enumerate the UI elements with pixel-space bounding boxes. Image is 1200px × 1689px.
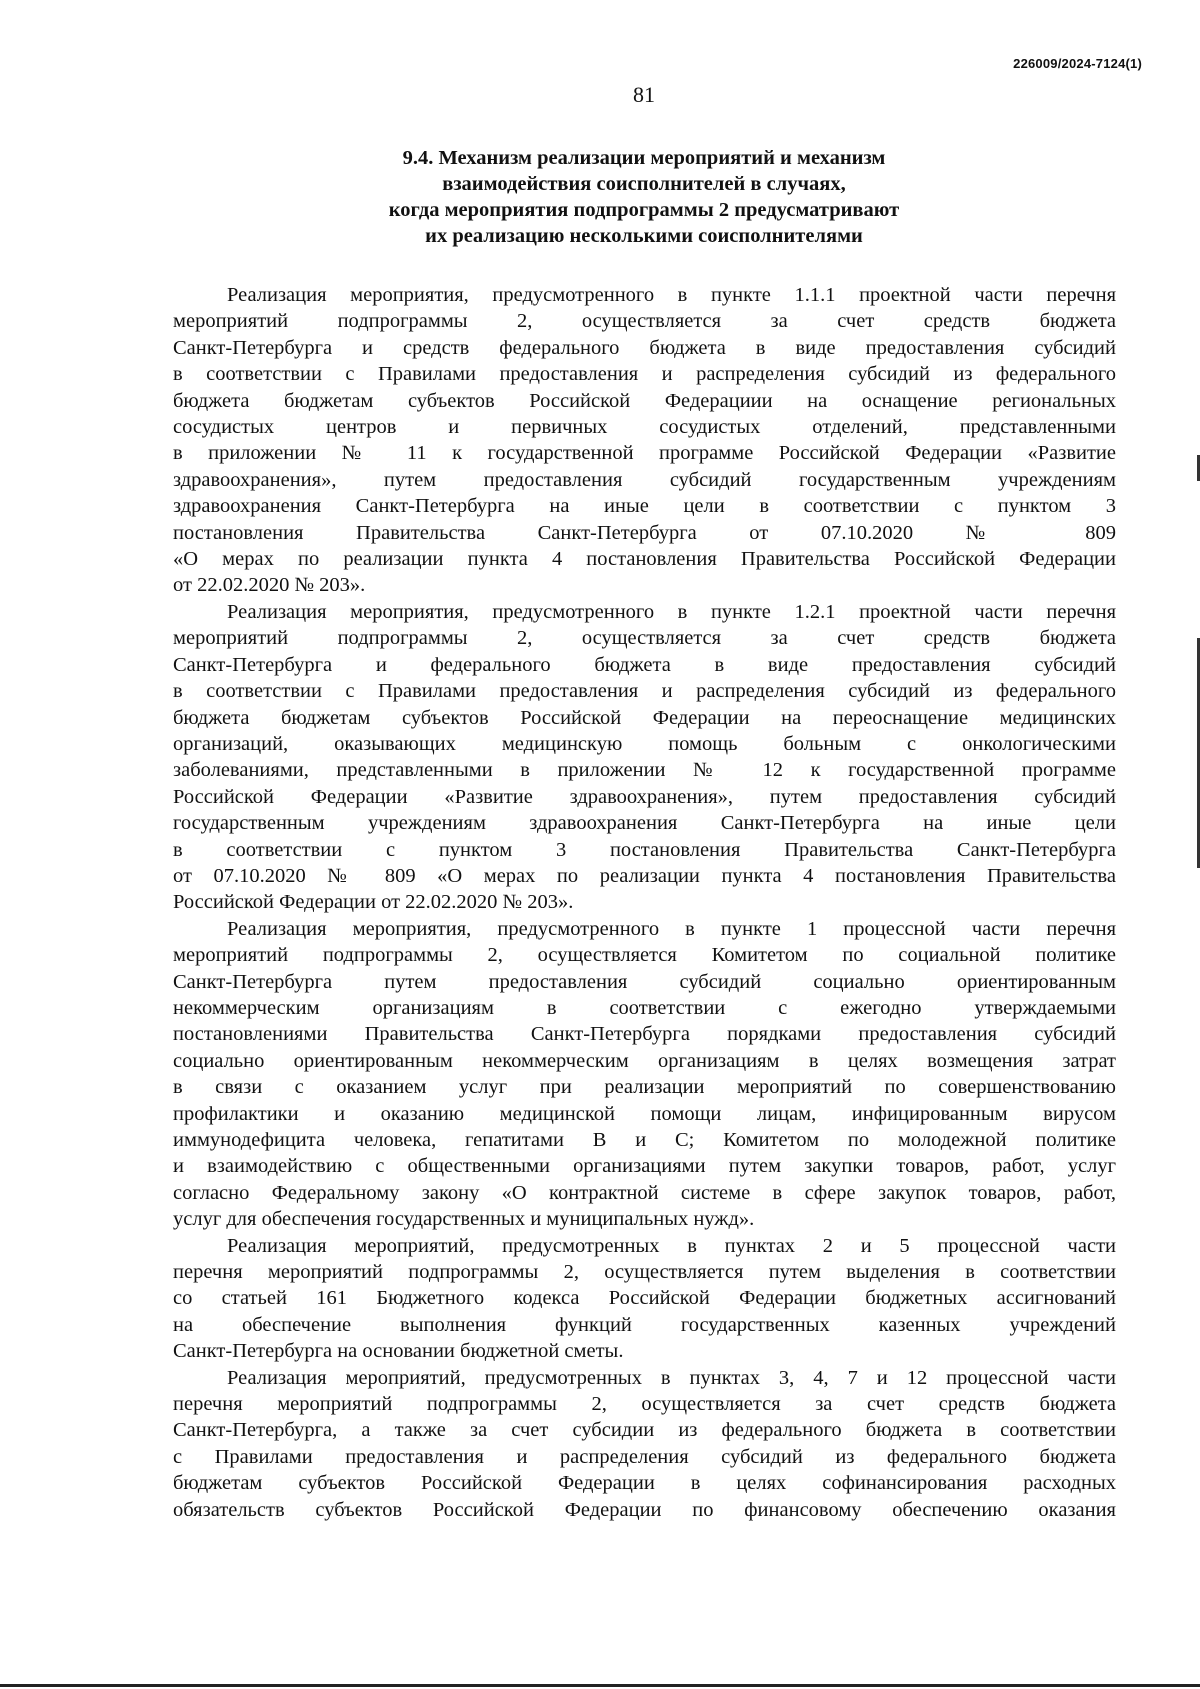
document-body — [173, 282, 1116, 1523]
paragraph-line: постановления Правительства Санкт-Петербурга от 07.10.2020 № 809 — [173, 521, 1116, 544]
section-heading-line: взаимодействия соисполнителей в случаях, — [442, 173, 846, 195]
paragraph-line: от 22.02.2020 № 203». — [173, 574, 366, 597]
paragraph-line: услуг для обеспечения государственных и муниципальных нужд». — [173, 1208, 755, 1231]
paragraph-line: согласно Федеральному закону «О контрактной системе в сфере закупок товаров, работ, — [173, 1181, 1116, 1204]
paragraph-line: мероприятий подпрограммы 2, осуществляется за счет средств бюджета — [173, 310, 1116, 333]
paragraph-line: в соответствии с пунктом 3 постановления Правительства Санкт-Петербурга — [173, 838, 1116, 861]
paragraph-line: перечня мероприятий подпрограммы 2, осуществляется за счет средств бюджета — [173, 1393, 1116, 1416]
paragraph-line: Российской Федерации от 22.02.2020 № 203». — [173, 891, 574, 914]
paragraph-line: сосудистых центров и первичных сосудистых отделений, представленными — [173, 416, 1116, 439]
paragraph-line: Санкт-Петербурга и средств федерального бюджета в виде предоставления субсидий — [173, 336, 1116, 359]
paragraph — [173, 916, 1116, 1233]
paragraph-line: в приложении № 11 к государственной программе Российской Федерации «Развитие — [173, 442, 1116, 465]
paragraph-line: в связи с оказанием услуг при реализации мероприятий по совершенствованию — [173, 1076, 1116, 1099]
paragraph-line: Реализация мероприятия, предусмотренного в пункте 1.1.1 проектной части перечня — [227, 284, 1116, 306]
paragraph-line: Реализация мероприятия, предусмотренного в пункте 1 процессной части перечня — [227, 917, 1116, 940]
section-heading — [172, 145, 1116, 249]
paragraph-line: бюджета бюджетам субъектов Российской Федерации на переоснащение медицинских — [173, 706, 1116, 729]
paragraph-line: постановлениями Правительства Санкт-Петербурга порядками предоставления субсидий — [173, 1023, 1116, 1046]
paragraph-line: Реализация мероприятия, предусмотренного в пункте 1.2.1 проектной части перечня — [227, 600, 1116, 623]
paragraph-line: мероприятий подпрограммы 2, осуществляется за счет средств бюджета — [173, 627, 1116, 650]
paragraph — [173, 1365, 1116, 1523]
section-heading-line: их реализацию несколькими соисполнителями — [425, 225, 863, 247]
paragraph-line: «О мерах по реализации пункта 4 постановления Правительства Российской Федерации — [173, 548, 1116, 571]
paragraph-line: и взаимодействию с общественными организациями путем закупки товаров, работ, услуг — [173, 1155, 1116, 1178]
section-heading-line: 9.4. Механизм реализации мероприятий и механизм — [402, 147, 886, 169]
paragraph-line: обязательств субъектов Российской Федерации по финансовому обеспечению оказания — [173, 1498, 1116, 1521]
paragraph-line: бюджета бюджетам субъектов Российской Федерациии на оснащение региональных — [173, 389, 1116, 412]
paragraph-line: государственным учреждениям здравоохранения Санкт-Петербурга на иные цели — [173, 812, 1116, 835]
paragraph — [173, 1233, 1116, 1365]
page-number: 81 — [633, 82, 655, 107]
paragraph-line: организаций, оказывающих медицинскую помощь больным с онкологическими — [173, 732, 1116, 755]
paragraph-line: бюджетам субъектов Российской Федерации в целях софинансирования расходных — [173, 1472, 1116, 1495]
paragraph-line: в соответствии с Правилами предоставления и распределения субсидий из федерального — [173, 680, 1116, 703]
paragraph — [173, 282, 1116, 599]
paragraph-line: перечня мероприятий подпрограммы 2, осуществляется путем выделения в соответствии — [173, 1261, 1116, 1284]
paragraph-line: Санкт-Петербурга, а также за счет субсидии из федерального бюджета в соответствии — [173, 1419, 1116, 1442]
paragraph-line: иммунодефицита человека, гепатитами В и С; Комитетом по молодежной политике — [173, 1129, 1116, 1151]
document-registration-number: 226009/2024-7124(1) — [1013, 56, 1142, 71]
paragraph-line: на обеспечение выполнения функций государственных казенных учреждений — [173, 1313, 1116, 1336]
page-bottom-edge-line — [0, 1684, 1200, 1687]
paragraph-line: социально ориентированным некоммерческим организациям в целях возмещения затрат — [173, 1049, 1116, 1072]
paragraph-line: Российской Федерации «Развитие здравоохранения», путем предоставления субсидий — [173, 785, 1116, 808]
paragraph-line: Санкт-Петербурга на основании бюджетной сметы. — [173, 1340, 624, 1363]
paragraph-line: некоммерческим организациям в соответствии с ежегодно утверждаемыми — [173, 996, 1116, 1019]
paragraph-line: Реализация мероприятий, предусмотренных в пунктах 2 и 5 процессной части — [227, 1234, 1116, 1257]
paragraph-line: Санкт-Петербурга путем предоставления субсидий социально ориентированным — [173, 970, 1116, 993]
paragraph-line: профилактики и оказанию медицинской помощи лицам, инфицированным вирусом — [173, 1102, 1116, 1125]
paragraph-line: в соответствии с Правилами предоставления и распределения субсидий из федерального — [173, 363, 1116, 386]
paragraph — [173, 599, 1116, 916]
paragraph-line: со статьей 161 Бюджетного кодекса Российской Федерации бюджетных ассигнований — [173, 1287, 1116, 1310]
section-heading-line: когда мероприятия подпрограммы 2 предусматривают — [388, 199, 900, 221]
paragraph-line: Санкт-Петербурга и федерального бюджета в виде предоставления субсидий — [173, 653, 1116, 676]
paragraph-line: заболеваниями, представленными в приложении № 12 к государственной программе — [173, 759, 1116, 782]
paragraph-line: Реализация мероприятий, предусмотренных в пунктах 3, 4, 7 и 12 процессной части — [227, 1366, 1116, 1389]
paragraph-line: мероприятий подпрограммы 2, осуществляется Комитетом по социальной политике — [173, 944, 1116, 967]
paragraph-line: от 07.10.2020 № 809 «О мерах по реализации пункта 4 постановления Правительства — [173, 864, 1116, 887]
paragraph-line: здравоохранения Санкт-Петербурга на иные цели в соответствии с пунктом 3 — [173, 495, 1116, 518]
paragraph-line: с Правилами предоставления и распределения субсидий из федерального бюджета — [173, 1445, 1116, 1468]
paragraph-line: здравоохранения», путем предоставления субсидий государственным учреждениям — [173, 468, 1116, 491]
